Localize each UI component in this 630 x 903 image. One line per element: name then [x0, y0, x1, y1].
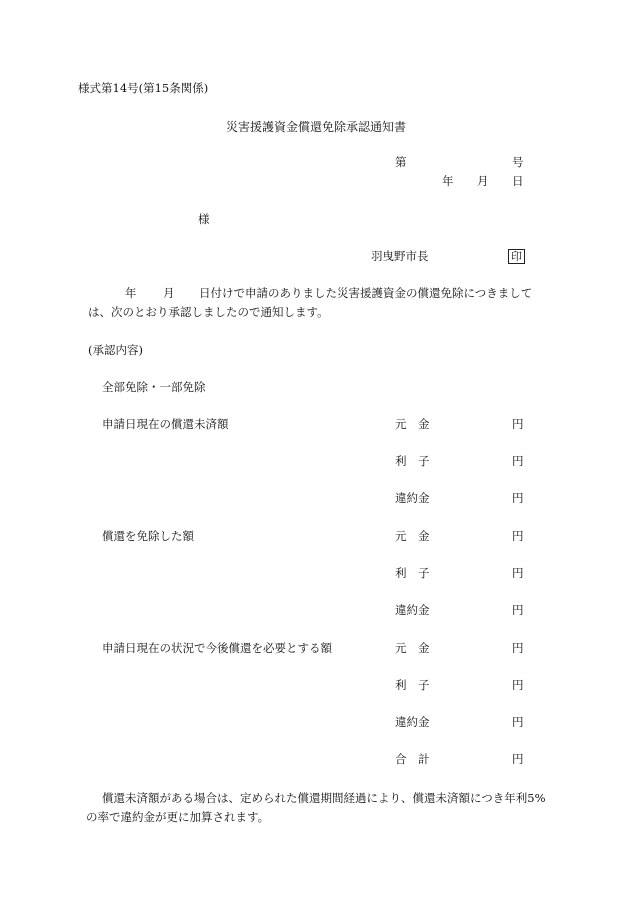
intro-year: 年 — [125, 286, 137, 300]
intro-month: 月 — [163, 286, 175, 300]
row-label: 元 金 — [395, 417, 430, 431]
number-prefix: 第 — [395, 155, 407, 169]
row-unit: 円 — [512, 678, 524, 692]
row-unit: 円 — [512, 491, 524, 505]
number-suffix: 号 — [512, 155, 524, 169]
row-label: 利 子 — [395, 678, 430, 692]
date-month: 月 — [477, 174, 489, 188]
group-heading-exempted: 償還を免除した額 — [102, 529, 194, 543]
row-label: 違約金 — [395, 715, 430, 729]
row-unit: 円 — [512, 603, 524, 617]
row-label: 元 金 — [395, 641, 430, 655]
issuer-name: 羽曳野市長 — [371, 249, 429, 263]
row-unit: 円 — [512, 566, 524, 580]
group-heading-outstanding: 申請日現在の償還未済額 — [102, 417, 229, 431]
exemption-type: 全部免除・一部免除 — [102, 380, 206, 394]
date-day: 日 — [512, 174, 524, 188]
penalty-note: 償還未済額がある場合は、定められた償還期間経過により、償還未済額につき年利5%の率で違約金が更に加算されます。 — [86, 791, 546, 824]
document-title: 災害援護資金償還免除承認通知書 — [226, 120, 407, 134]
row-unit: 円 — [512, 417, 524, 431]
row-label: 元 金 — [395, 529, 430, 543]
row-label: 違約金 — [395, 491, 430, 505]
row-unit: 円 — [512, 641, 524, 655]
group-heading-remaining: 申請日現在の状況で今後償還を必要とする額 — [102, 641, 332, 655]
row-label: 利 子 — [395, 566, 430, 580]
row-label: 違約金 — [395, 603, 430, 617]
row-unit: 円 — [512, 529, 524, 543]
row-unit: 円 — [512, 454, 524, 468]
date-year: 年 — [442, 174, 454, 188]
row-label-total: 合 計 — [395, 752, 430, 766]
row-label: 利 子 — [395, 454, 430, 468]
addressee-suffix: 様 — [198, 212, 210, 226]
row-unit: 円 — [512, 715, 524, 729]
seal-mark: 印 — [508, 249, 525, 264]
form-number-label: 様式第14号(第15条関係) — [78, 81, 209, 95]
section-heading: (承認内容) — [88, 343, 143, 357]
intro-text-line1: 日付けで申請のありました災害援護資金の償還免除につきまして — [199, 286, 533, 300]
intro-text-line2: は、次のとおり承認しましたので通知します。 — [88, 305, 329, 319]
row-unit: 円 — [512, 752, 524, 766]
